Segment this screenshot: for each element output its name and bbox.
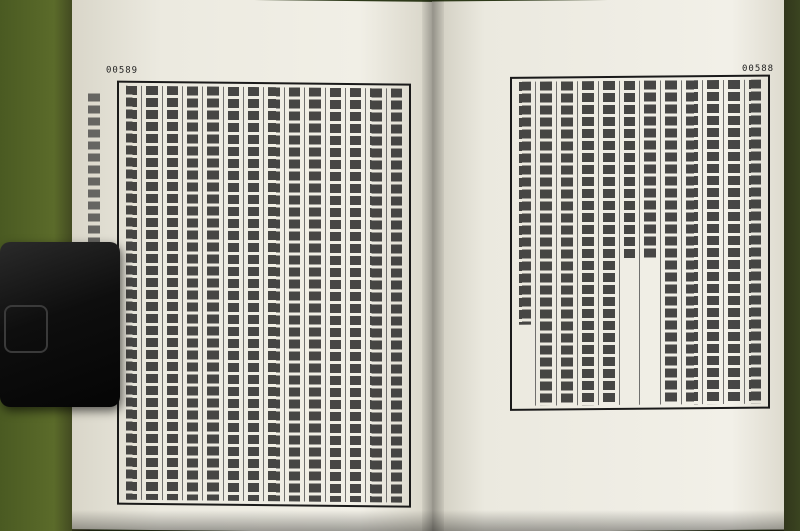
left-text-columns [122,86,406,503]
text-column [723,80,744,404]
text-column [660,80,681,404]
left-page-number: 00589 [106,65,139,76]
text-column [598,81,619,405]
text-column [122,86,141,500]
text-column [681,80,702,404]
book-gutter [422,0,444,531]
text-column [577,81,598,405]
open-book [72,0,784,531]
text-column [304,88,324,502]
left-margin-text [88,93,100,243]
text-column [702,80,723,404]
bottom-shadow [72,510,784,531]
text-column [535,81,556,405]
text-column [223,87,243,501]
text-column [325,88,345,502]
text-column [515,82,535,406]
text-column [345,88,365,502]
text-column [263,87,283,501]
text-column [182,86,202,500]
text-column [365,88,385,502]
text-column [744,80,765,404]
text-column [202,86,222,500]
right-page [432,0,784,531]
text-column [556,81,577,405]
text-column [619,81,640,405]
text-column [162,86,182,500]
right-text-columns [515,80,765,406]
left-text-frame [117,81,411,508]
text-column [243,87,263,501]
right-page-number: 00588 [742,64,775,74]
text-column [141,86,161,500]
text-column [284,87,304,501]
right-text-frame [510,75,770,411]
left-page [72,0,432,531]
text-column [639,81,660,405]
text-column [386,88,406,502]
wallet-emblem [4,305,48,353]
